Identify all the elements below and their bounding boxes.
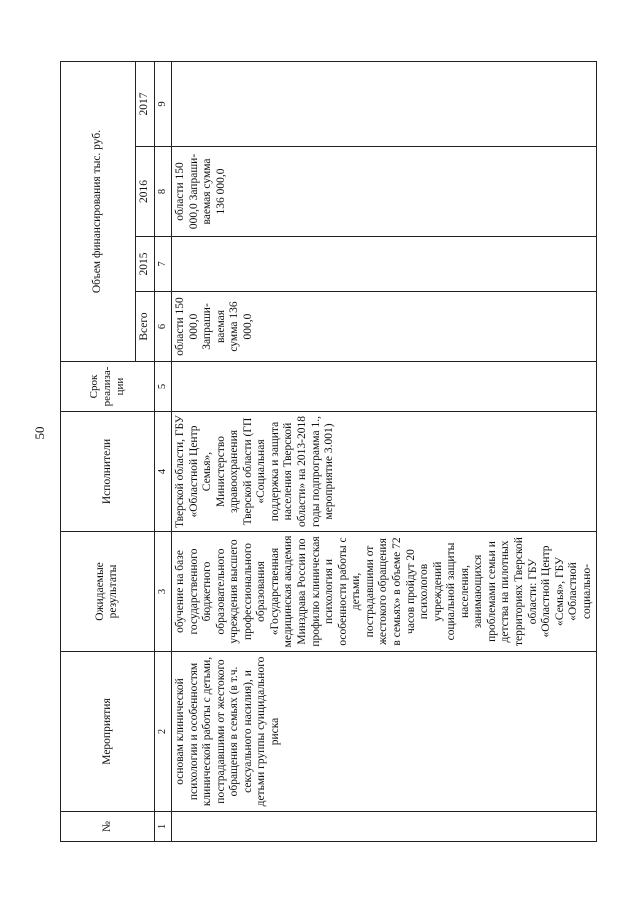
header-2016: 2016 <box>136 147 155 237</box>
cell-no <box>171 812 596 842</box>
page-number: 50 <box>32 426 47 440</box>
col-number-8: 8 <box>154 147 171 237</box>
col-number-5: 5 <box>154 362 171 412</box>
funding-table <box>60 61 597 842</box>
table-row <box>171 62 596 842</box>
col-number-2: 2 <box>154 652 171 812</box>
col-number-3: 3 <box>154 532 171 652</box>
col-number-1: 1 <box>154 812 171 842</box>
cell-measures: основам клинической психологии и особенностям клинической работы с детьми, пострадавшими от жестокого обращения в семьях (в т.ч. сексуального насилия), и детьми группы суицидального риска <box>171 652 596 812</box>
cell-term <box>171 362 596 412</box>
col-number-7: 7 <box>154 237 171 292</box>
header-measures: Мероприятия <box>61 652 155 812</box>
header-term: Срок реализа-ции <box>61 362 155 412</box>
cell-2015 <box>171 237 596 292</box>
col-number-4: 4 <box>154 412 171 532</box>
header-2015: 2015 <box>136 237 155 292</box>
col-number-6: 6 <box>154 292 171 362</box>
cell-results: обучение на базе государственного бюджетного образовательного учреждения высшего профессионального образования «Государственная медицинская академия Минздрава России по профилю клиническая психология и особенности работы с детьми, пострадавшими от жестокого обращения в семьях» в объеме 72 часов пройдут 20 психологов учреждений социальной защиты населения, занимающихся проблемами семьи и детства на пилотных территориях Тверской области: ГБУ «Областной Центр «Семья», ГБУ «Областной социально- <box>171 532 596 652</box>
cell-2016: области 150 000,0 Запраши-ваемая сумма 136 000,0 <box>171 147 596 237</box>
header-no: № <box>61 812 155 842</box>
rotated-table-container <box>60 62 593 842</box>
cell-2017 <box>171 62 596 147</box>
header-2017: 2017 <box>136 62 155 147</box>
header-total: Всего <box>136 292 155 362</box>
col-number-9: 9 <box>154 62 171 147</box>
header-executors: Исполнители <box>61 412 155 532</box>
cell-total: области 150 000,0 Запраши-ваемая сумма 136 000,0 <box>171 292 596 362</box>
header-funding: Объем финансирования тыс. руб. <box>61 62 136 362</box>
header-results: Ожидаемые результаты <box>61 532 155 652</box>
cell-executors: Тверской области, ГБУ «Областной Центр Семья», Министерство здравоохранения Тверской области (ГП «Социальная поддержка и защита населения Тверской области» на 2013-2018 годы подпрограмма 1., мероприятие 3.001) <box>171 412 596 532</box>
